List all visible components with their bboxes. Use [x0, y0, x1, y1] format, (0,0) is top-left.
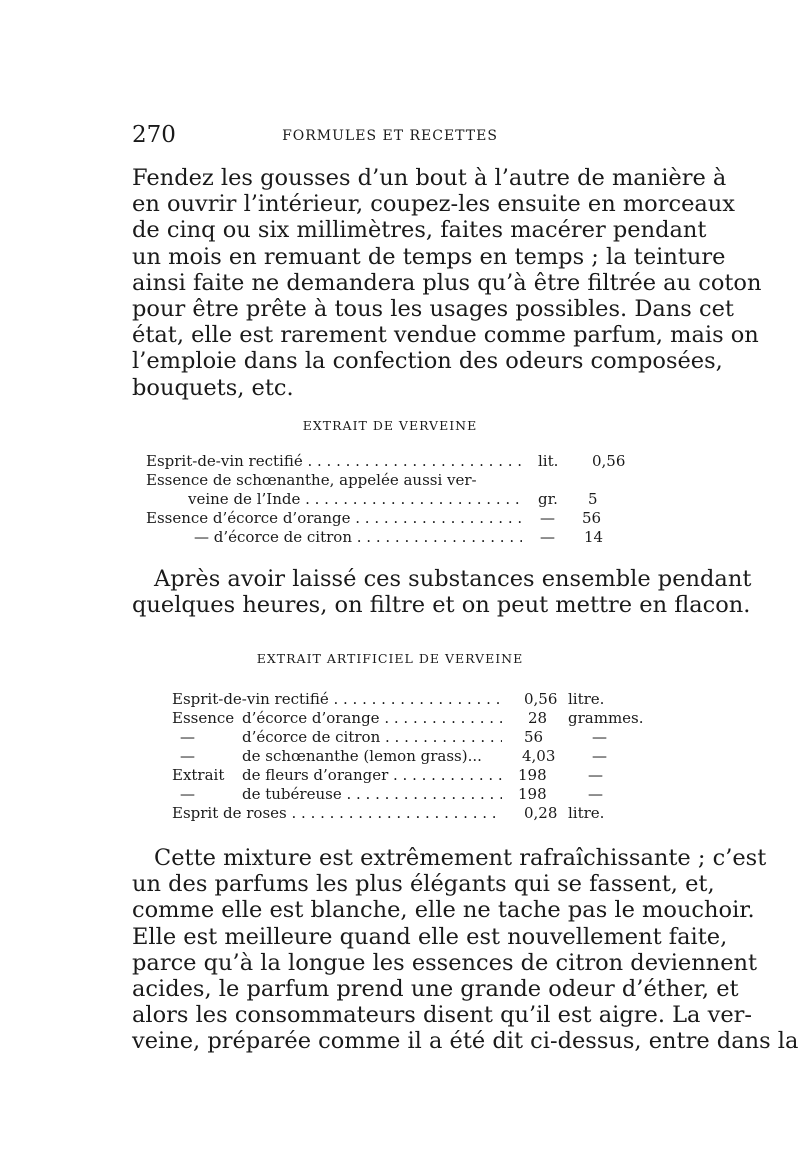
quantity: 5: [588, 490, 598, 508]
unit: grammes.: [568, 709, 644, 727]
unit: —: [540, 509, 555, 527]
unit: —: [592, 728, 607, 746]
ingredient-category: Extrait: [172, 766, 225, 784]
ingredient-name: Essence de schœnanthe, appelée aussi ver-: [146, 471, 477, 489]
quantity: 4,03: [522, 747, 556, 765]
table-row: [132, 709, 648, 729]
text-line: parce qu’à la longue les essences de citron deviennent: [132, 949, 758, 976]
ingredient-category: Essence: [172, 709, 235, 727]
quantity: 56: [524, 728, 544, 746]
ingredient-category: —: [180, 747, 195, 765]
page-number: 270: [132, 122, 176, 148]
table-row: [132, 471, 648, 491]
text-line: pour être prête à tous les usages possibles. Dans cet: [132, 295, 734, 322]
quantity: 28: [528, 709, 548, 727]
text-line: Cette mixture est extrêmement rafraîchissante ; c’est: [154, 845, 767, 871]
quantity: 198: [518, 785, 547, 803]
table-row: [132, 452, 648, 472]
paragraph-mixture: [132, 845, 799, 1055]
text-line: veine, préparée comme il a été dit ci-dessus, entre dans la: [132, 1028, 799, 1055]
ingredient-name: — d’écorce de citron . . .: [194, 528, 522, 546]
table-row: [132, 509, 648, 529]
ingredient-name: Esprit de roses . . .: [172, 804, 502, 822]
unit: gr.: [538, 490, 558, 508]
ingredient-name: Esprit-de-vin rectifié . . .: [172, 690, 502, 708]
text-line: Après avoir laissé ces substances ensemble pendant: [154, 566, 752, 592]
ingredient-name: de fleurs d’oranger . . .: [242, 766, 502, 784]
text-line: bouquets, etc.: [132, 374, 294, 401]
text-line: Elle est meilleure quand elle est nouvellement faite,: [132, 923, 728, 950]
unit: litre.: [568, 804, 605, 822]
text-line: alors les consommateurs disent qu’il est aigre. La ver-: [132, 1002, 753, 1029]
paragraph-apres: [132, 566, 752, 619]
text-line: en ouvrir l’intérieur, coupez-les ensuite en morceaux: [132, 191, 735, 218]
text-line: état, elle est rarement vendue comme parfum, mais on: [132, 322, 759, 349]
unit: —: [588, 785, 603, 803]
ingredient-name: Esprit-de-vin rectifié . . .: [146, 452, 522, 470]
unit: lit.: [538, 452, 559, 470]
unit: litre.: [568, 690, 605, 708]
ingredient-name: d’écorce d’orange . . .: [242, 709, 502, 727]
table-row: [132, 785, 648, 805]
section-heading-extrait-artificiel: EXTRAIT ARTIFICIEL DE VERVEINE: [256, 651, 524, 666]
text-line: un mois en remuant de temps en temps ; la teinture: [132, 243, 726, 270]
text-line: un des parfums les plus élégants qui se fassent, et,: [132, 871, 715, 898]
ingredient-name: d’écorce de citron . . .: [242, 728, 502, 746]
table-row: [132, 528, 648, 548]
text-line: de cinq ou six millimètres, faites macérer pendant: [132, 217, 707, 244]
text-line: quelques heures, on filtre et on peut mettre en flacon.: [132, 592, 751, 619]
quantity: 0,56: [524, 690, 558, 708]
quantity: 0,28: [524, 804, 558, 822]
ingredient-name: Essence d’écorce d’orange . . .: [146, 509, 522, 527]
paragraph-intro: [132, 165, 762, 401]
quantity: 14: [584, 528, 604, 546]
text-line: Fendez les gousses d’un bout à l’autre de manière à: [132, 165, 727, 191]
page-header: [132, 122, 648, 152]
section-heading-extrait-verveine: EXTRAIT DE VERVEINE: [302, 418, 478, 433]
ingredient-category: —: [180, 728, 195, 746]
ingredient-name: de schœnanthe (lemon grass)...: [242, 747, 482, 765]
text-line: l’emploie dans la confection des odeurs composées,: [132, 348, 723, 375]
quantity: 56: [582, 509, 602, 527]
quantity: 198: [518, 766, 547, 784]
table-row: [132, 490, 648, 510]
unit: —: [588, 766, 603, 784]
unit: —: [540, 528, 555, 546]
table-row: [132, 766, 648, 786]
text-line: comme elle est blanche, elle ne tache pas le mouchoir.: [132, 897, 755, 924]
unit: —: [592, 747, 607, 765]
table-row: [132, 728, 648, 748]
ingredient-category: —: [180, 785, 195, 803]
ingredient-name: de tubéreuse . . .: [242, 785, 502, 803]
text-line: ainsi faite ne demandera plus qu’à être filtrée au coton: [132, 269, 762, 296]
running-title: FORMULES ET RECETTES: [282, 128, 498, 144]
table-row: [132, 804, 648, 824]
ingredient-name: veine de l’Inde . . .: [188, 490, 522, 508]
quantity: 0,56: [592, 452, 626, 470]
table-row: [132, 690, 648, 710]
text-line: acides, le parfum prend une grande odeur d’éther, et: [132, 975, 739, 1002]
table-row: [132, 747, 648, 767]
